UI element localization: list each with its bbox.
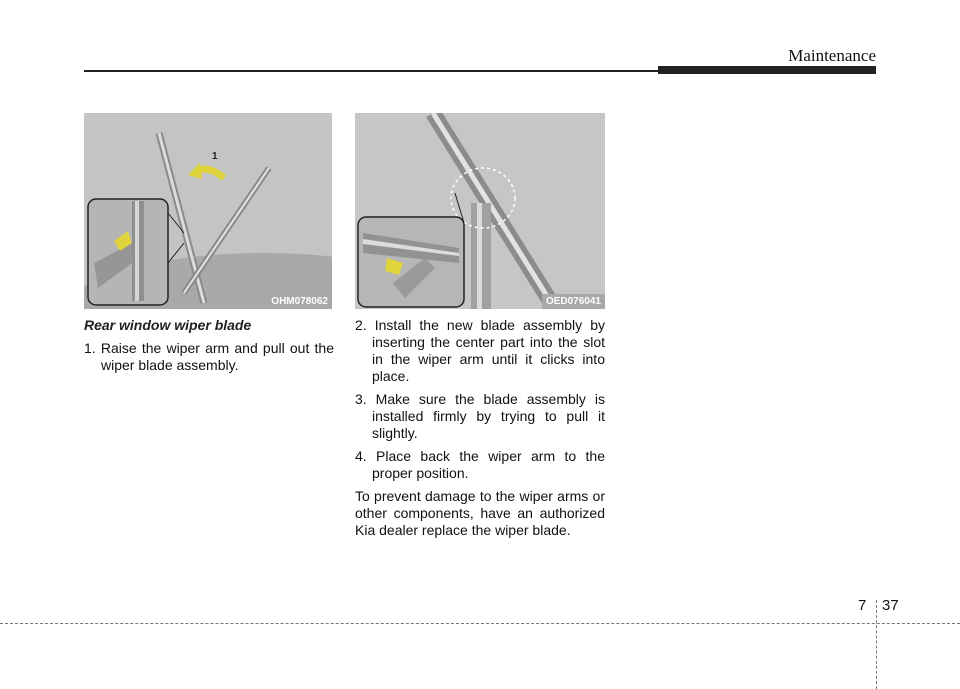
figure-code: OHM078062 — [267, 294, 332, 309]
header-title: Maintenance — [788, 46, 876, 65]
chapter-number: 7 — [858, 597, 867, 614]
step-2: 2. Install the new blade assembly by inserting the center part into the slot in the wiper arm until it clicks into place. — [355, 317, 605, 384]
page-number: 37 — [882, 597, 899, 614]
illustration-blade-install — [355, 113, 605, 309]
figure-blade-install — [355, 113, 605, 309]
step-4: 4. Place back the wiper arm to the proper position. — [355, 448, 605, 481]
figure-code: OED076041 — [542, 294, 605, 309]
illustration-rear-wiper-raise — [84, 113, 332, 309]
footer-rule — [0, 623, 960, 624]
dealer-note: To prevent damage to the wiper arms or other components, have an authorized Kia dealer replace the wiper blade. — [355, 488, 605, 538]
header-rule-thick — [658, 66, 876, 74]
step-3: 3. Make sure the blade assembly is installed firmly by trying to pull it slightly. — [355, 391, 605, 441]
figure-rear-wiper-raise — [84, 113, 332, 309]
section-heading: Rear window wiper blade — [84, 317, 252, 333]
step-1: 1. Raise the wiper arm and pull out the wiper blade assembly. — [84, 340, 334, 373]
header-rule-thin — [84, 70, 658, 72]
footer-divider — [876, 600, 877, 689]
callout-number: 1 — [212, 151, 218, 162]
left-column — [84, 317, 334, 380]
right-column — [355, 317, 605, 539]
